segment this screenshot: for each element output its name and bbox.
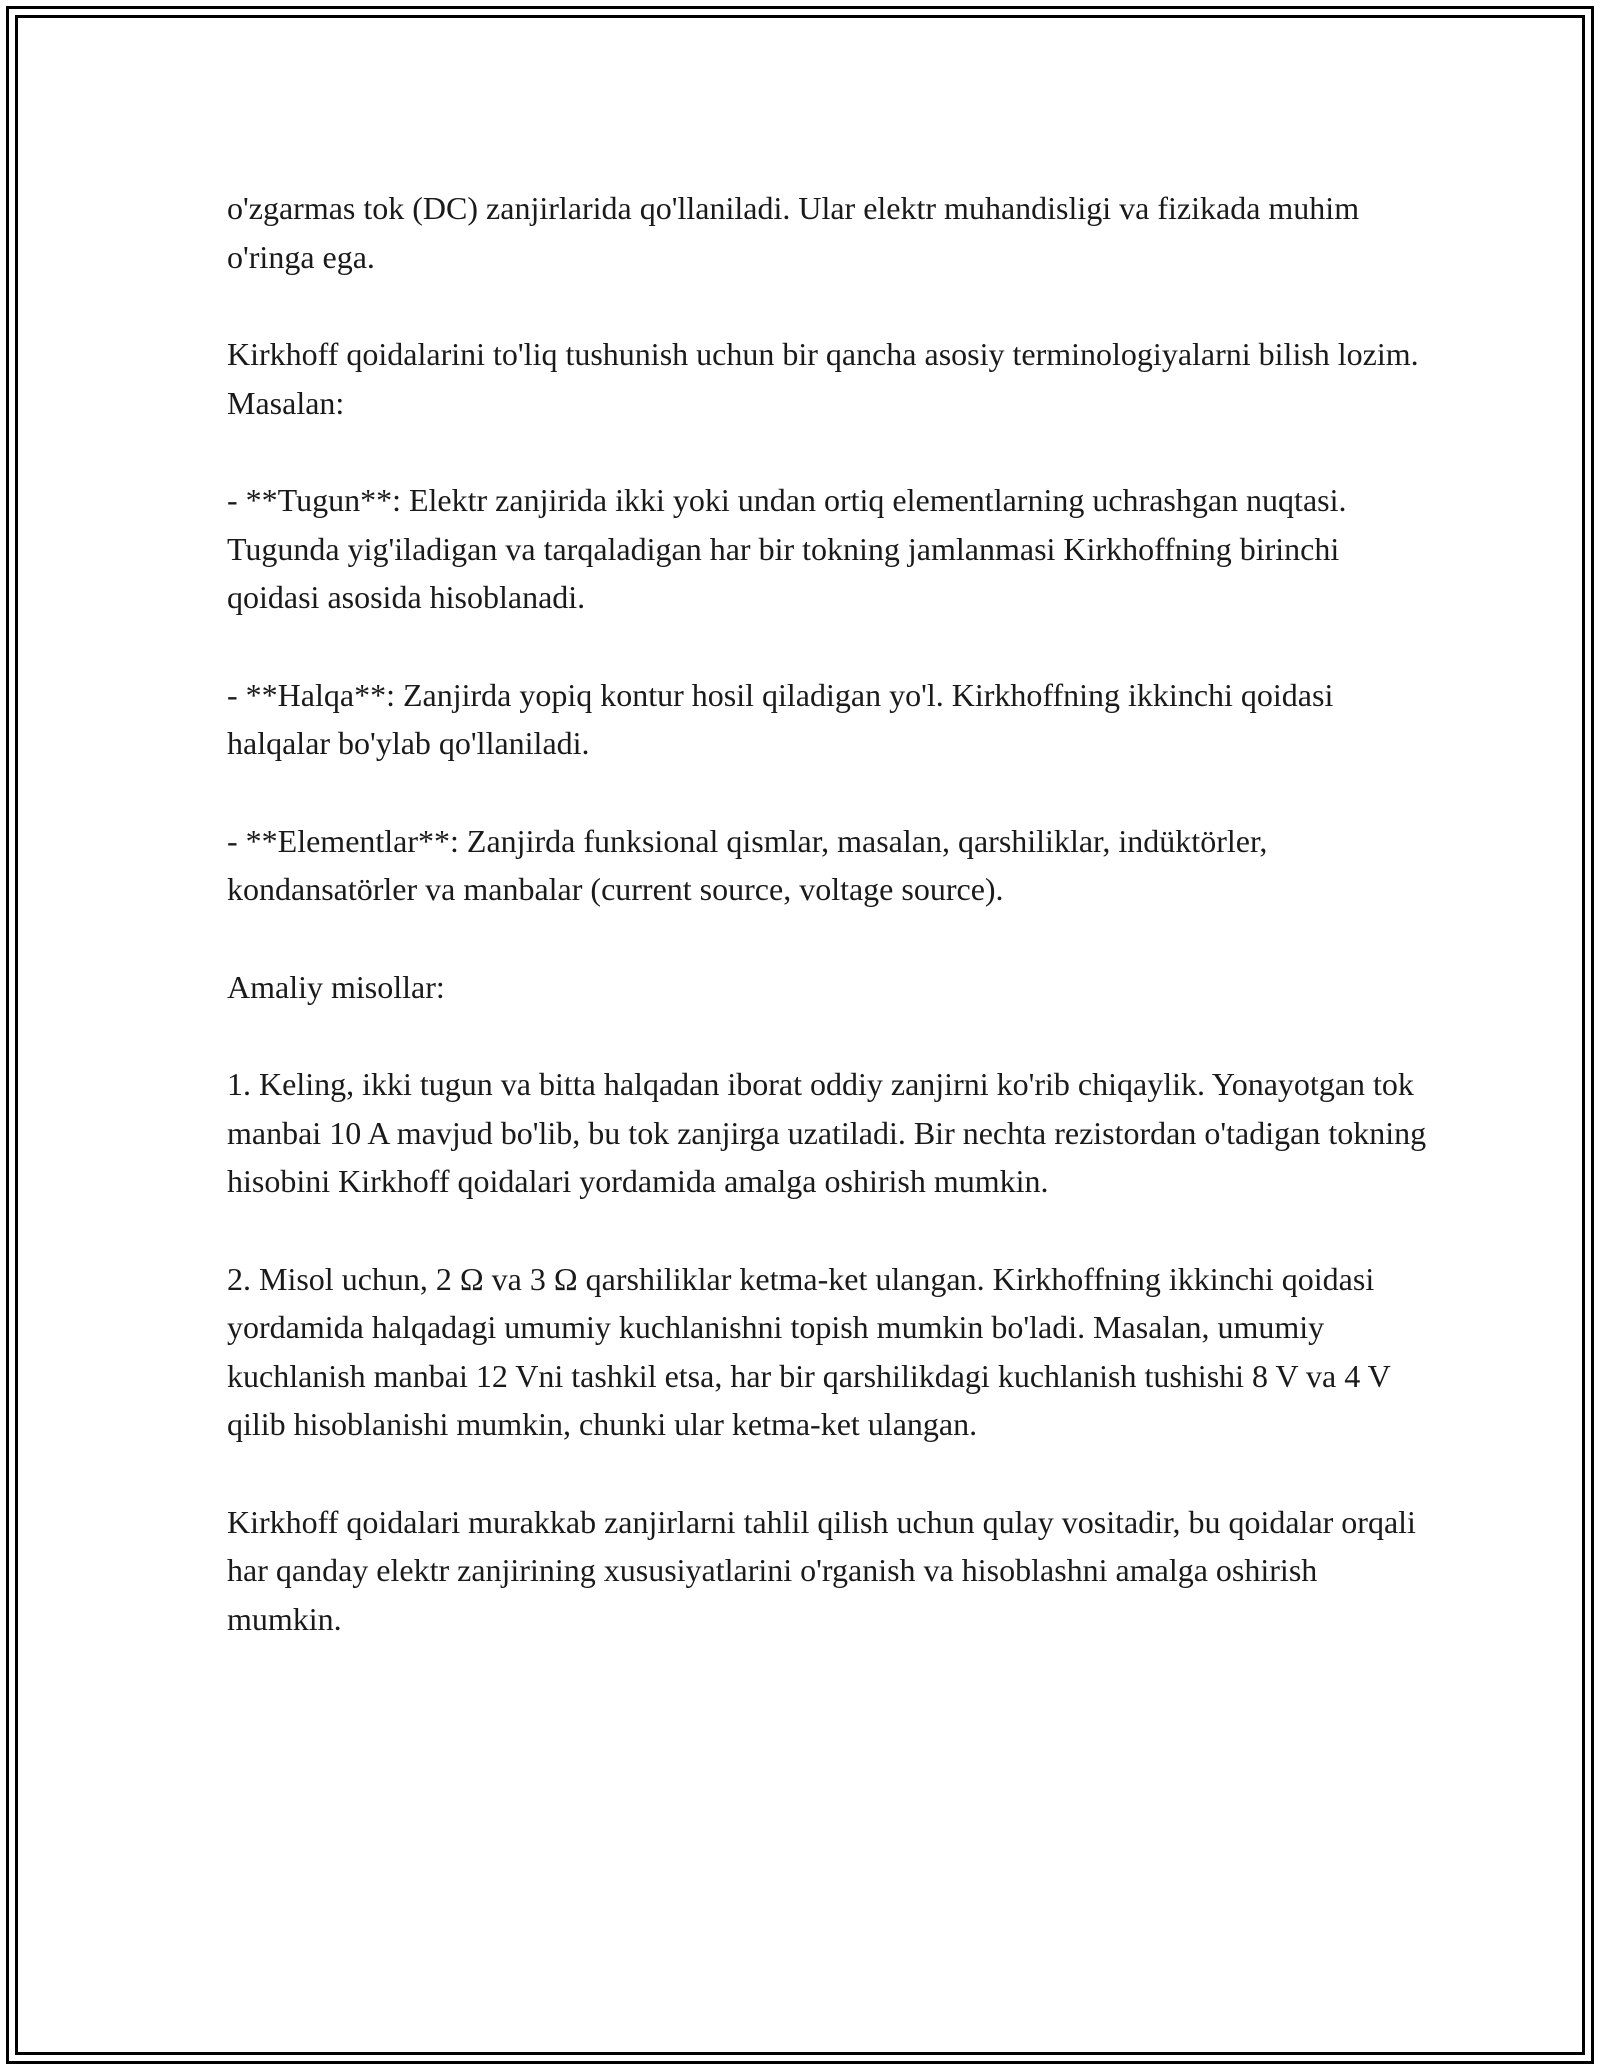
document-body: [227, 184, 1427, 1643]
paragraph-examples-heading: Amaliy misollar:: [227, 968, 445, 1005]
paragraph-conclusion: Kirkhoff qoidalari murakkab zanjirlarni tahlil qilish uchun qulay vositadir, bu qoidalar orqali har qanday elektr zanjirining xususiyatlarini o'rganish va hisoblashni amalga oshirish mumkin.: [227, 1503, 1416, 1637]
paragraph-term-tugun: - **Tugun**: Elektr zanjirida ikki yoki undan ortiq elementlarning uchrashgan nuqtasi. Tugunda yig'iladigan va tarqaladigan har bir tokning jamlanmasi Kirkhoffning birinchi qoidasi asosida hisoblanadi.: [227, 482, 1347, 615]
paragraph-term-halqa: - **Halqa**: Zanjirda yopiq kontur hosil qiladigan yo'l. Kirkhoffning ikkinchi qoidasi halqalar bo'ylab qo'llaniladi.: [227, 676, 1334, 761]
paragraph-term-elementlar: - **Elementlar**: Zanjirda funksional qismlar, masalan, qarshiliklar, indüktörler, kondansatörler va manbalar (current source, voltage source).: [227, 822, 1268, 907]
paragraph-example-1: 1. Keling, ikki tugun va bitta halqadan iborat oddiy zanjirni ko'rib chiqaylik. Yonayotgan tok manbai 10 A mavjud bo'lib, bu tok zanjirga uzatiladi. Bir nechta rezistordan o'tadigan tokning hisobini Kirkhoff qoidalari yordamida amalga oshirish mumkin.: [227, 1066, 1427, 1199]
paragraph-terminology-intro: Kirkhoff qoidalarini to'liq tushunish uchun bir qancha asosiy terminologiyalarni bilish lozim. Masalan:: [227, 336, 1419, 421]
paragraph-example-2: 2. Misol uchun, 2 Ω va 3 Ω qarshiliklar ketma-ket ulangan. Kirkhoffning ikkinchi qoidasi yordamida halqadagi umumiy kuchlanishni topish mumkin bo'ladi. Masalan, umumiy kuchlanish manbai 12 Vni tashkil etsa, har bir qarshilikdagi kuchlanish tushishi 8 V va 4 V qilib hisoblanishi mumkin, chunki ular ketma-ket ulangan.: [227, 1260, 1391, 1442]
paragraph-intro-continuation: o'zgarmas tok (DC) zanjirlarida qo'llaniladi. Ular elektr muhandisligi va fizikada muhim o'ringa ega.: [227, 190, 1360, 275]
